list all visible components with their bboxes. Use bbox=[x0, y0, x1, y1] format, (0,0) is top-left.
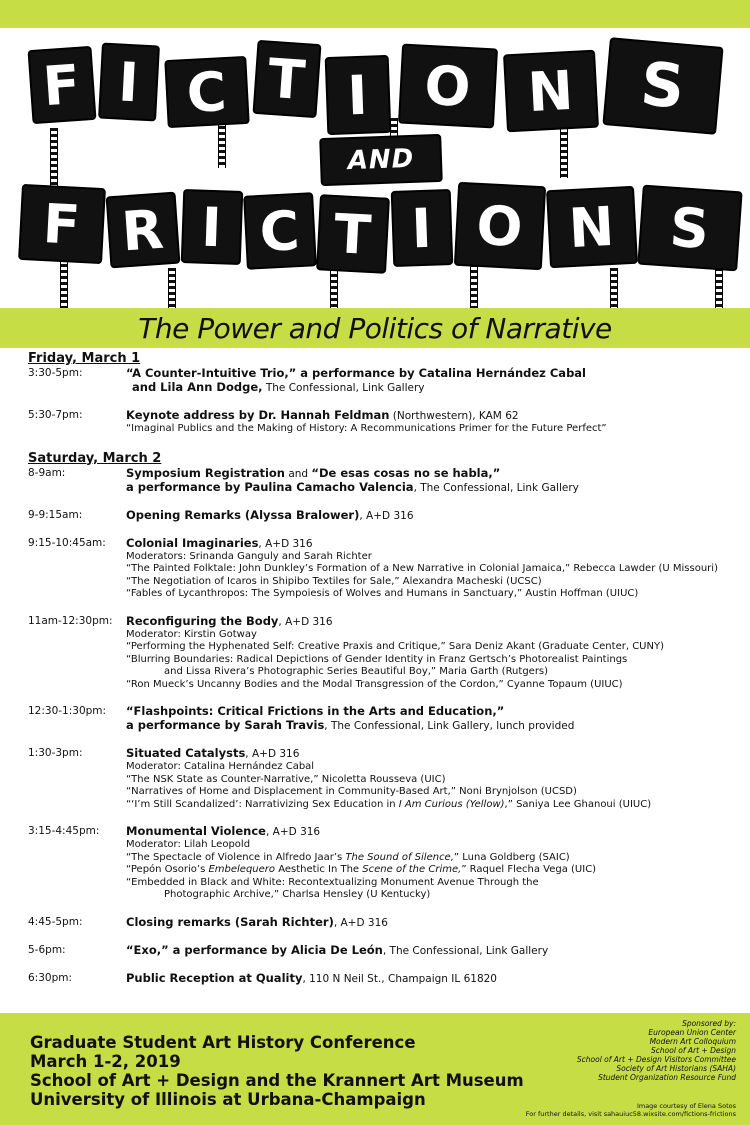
title-letter-sign: O bbox=[454, 182, 546, 270]
work-title: Scene of the Crime, bbox=[362, 864, 462, 875]
schedule-item bbox=[28, 972, 728, 986]
schedule-item bbox=[28, 509, 728, 523]
title-letter-sign: I bbox=[391, 189, 454, 267]
time: 9-9:15am: bbox=[28, 508, 83, 521]
time: 5:30-7pm: bbox=[28, 409, 83, 421]
event-title: a performance by Sarah Travis bbox=[126, 718, 325, 732]
talk-text: ” Raquel Flecha Vega (UIC) bbox=[461, 864, 597, 875]
talk-title: “Blurring Boundaries: Radical Depictions of Gender Identity in Franz Gertsch’s Photorealist Paintings bbox=[126, 653, 628, 665]
talk-title: “Imaginal Publics and the Making of History: A Recommunications Primer for the Future Perfect” bbox=[126, 423, 607, 434]
schedule-item bbox=[28, 944, 728, 958]
event-location: , 110 N Neil St., Champaign IL 61820 bbox=[302, 972, 497, 985]
friday-heading: Friday, March 1 bbox=[28, 351, 141, 366]
time: 4:45-5pm: bbox=[28, 915, 83, 928]
talk-text: ” Luna Goldberg (SAIC) bbox=[453, 851, 570, 863]
event-title: Public Reception at Quality bbox=[126, 970, 303, 985]
title-letter-sign: I bbox=[98, 43, 160, 122]
moderator: Moderator: Kirstin Gotway bbox=[126, 628, 257, 640]
schedule-item bbox=[28, 615, 728, 692]
event-location: , A+D 316 bbox=[258, 537, 313, 550]
work-title: I Am Curious (Yellow) bbox=[398, 798, 505, 810]
event-location: , A+D 316 bbox=[333, 916, 388, 929]
title-letter-sign: O bbox=[398, 44, 498, 129]
talk-text: “‘I’m Still Scandalized’: Narrativizing Sex Education in bbox=[126, 798, 399, 810]
time: 5-6pm: bbox=[28, 943, 66, 956]
footer bbox=[0, 1013, 750, 1125]
title-letter-sign: T bbox=[316, 194, 390, 274]
title-illustration bbox=[0, 28, 750, 308]
event-title: Keynote address by Dr. Hannah Feldman bbox=[126, 408, 390, 422]
talk-title: “Fables of Lycanthropos: The Sympoiesis of Wolves and Humans in Sanctuary,” Austin Hoffman (UIUC) bbox=[126, 588, 639, 599]
sponsor: Student Organization Resource Fund bbox=[598, 1073, 736, 1082]
event-location: , A+D 316 bbox=[359, 509, 414, 522]
schedule-item bbox=[28, 367, 728, 395]
conference-university: University of Illinois at Urbana-Champaign bbox=[30, 1090, 426, 1109]
schedule-item bbox=[28, 537, 728, 601]
saturday-heading: Saturday, March 2 bbox=[28, 450, 162, 466]
image-credit: Image courtesy of Elena Sotos bbox=[636, 1102, 736, 1110]
top-accent-bar bbox=[0, 0, 750, 28]
event-location: The Confessional, Link Gallery bbox=[262, 382, 425, 394]
sponsors bbox=[577, 1019, 736, 1082]
credits bbox=[526, 1102, 736, 1118]
sponsor: School of Art + Design Visitors Committee bbox=[576, 1055, 736, 1064]
talk-title bbox=[126, 799, 728, 812]
event-title: “A Counter-Intuitive Trio,” a performance by Catalina Hernández Cabal bbox=[126, 366, 586, 380]
title-letter-sign: C bbox=[164, 56, 249, 128]
sponsor: School of Art + Design bbox=[651, 1046, 736, 1055]
talk-title: “Performing the Hyphenated Self: Creative Praxis and Critique,” Sara Deniz Akant (Graduate Center, CUNY) bbox=[126, 641, 664, 652]
event-location: (Northwestern), KAM 62 bbox=[389, 410, 519, 422]
talk-text: “The Spectacle of Violence in Alfredo Jaar’s bbox=[126, 851, 346, 863]
sign-post bbox=[715, 268, 723, 308]
time: 12:30-1:30pm: bbox=[28, 705, 107, 717]
subtitle-band bbox=[0, 308, 750, 348]
title-letter-sign: S bbox=[637, 185, 742, 272]
session-title: Situated Catalysts bbox=[126, 746, 246, 760]
talk-title bbox=[126, 852, 728, 865]
title-and-sign: AND bbox=[319, 134, 443, 186]
sign-post bbox=[330, 268, 338, 308]
event-location: , A+D 316 bbox=[278, 615, 333, 628]
talk-title: “The Negotiation of Icaros in Shipibo Textiles for Sale,” Alexandra Macheski (UCSC) bbox=[126, 575, 542, 587]
time: 3:30-5pm: bbox=[28, 367, 83, 379]
sign-post bbox=[168, 268, 176, 308]
session-title: Monumental Violence bbox=[126, 824, 266, 838]
connector: and bbox=[284, 467, 312, 480]
event-title: “Flashpoints: Critical Frictions in the Arts and Education,” bbox=[126, 704, 505, 718]
talk-text: “Pepón Osorio’s bbox=[126, 864, 209, 875]
event-location: , A+D 316 bbox=[245, 748, 300, 760]
title-letter-sign: C bbox=[243, 192, 317, 270]
talk-title: “Embedded in Black and White: Recontextualizing Monument Avenue Through the bbox=[126, 876, 539, 888]
time: 11am-12:30pm: bbox=[28, 614, 113, 627]
time: 8-9am: bbox=[28, 466, 66, 479]
time: 6:30pm: bbox=[28, 971, 73, 984]
details-link[interactable]: For further details, visit sahauiuc58.wixsite.com/fictions-frictions bbox=[525, 1110, 736, 1118]
title-letter-sign: N bbox=[503, 50, 599, 133]
moderator: Moderator: Lilah Leopold bbox=[126, 839, 251, 850]
title-letter-sign: R bbox=[106, 192, 181, 269]
schedule-item bbox=[28, 409, 728, 436]
schedule-item bbox=[28, 825, 728, 902]
subtitle: The Power and Politics of Narrative bbox=[138, 311, 612, 345]
event-title: “Exo,” a performance by Alicia De León bbox=[126, 942, 383, 957]
schedule-item bbox=[28, 467, 728, 495]
title-letter-sign: I bbox=[325, 55, 392, 135]
talk-title: Photographic Archive,” Charlsa Hensley (U Kentucky) bbox=[164, 889, 431, 900]
schedule-item bbox=[28, 705, 728, 733]
moderator: Moderators: Srinanda Ganguly and Sarah Richter bbox=[126, 550, 372, 562]
conference-host: School of Art + Design and the Krannert Art Museum bbox=[30, 1071, 524, 1090]
time: 3:15-4:45pm: bbox=[28, 825, 100, 837]
title-letter-sign: T bbox=[252, 40, 321, 118]
event-title: and Lila Ann Dodge, bbox=[132, 380, 263, 394]
title-letter-sign: I bbox=[181, 189, 244, 265]
conference-dates: March 1-2, 2019 bbox=[30, 1052, 181, 1071]
talk-title: “Ron Mueck’s Uncanny Bodies and the Modal Transgression of the Cordon,” Cyanne Topaum (UIUC) bbox=[126, 678, 623, 690]
work-title: Embelequero bbox=[208, 864, 276, 875]
title-letter-sign: S bbox=[602, 37, 723, 135]
title-letter-sign: N bbox=[546, 186, 638, 268]
event-title: Closing remarks (Sarah Richter) bbox=[126, 914, 334, 929]
session-title: Colonial Imaginaries bbox=[126, 535, 259, 550]
time: 1:30-3pm: bbox=[28, 747, 83, 759]
sign-post bbox=[60, 258, 68, 308]
sponsors-heading: Sponsored by: bbox=[682, 1019, 736, 1028]
talk-text: Aesthetic In The bbox=[275, 864, 363, 875]
schedule-item bbox=[28, 747, 728, 811]
talk-title bbox=[126, 864, 728, 877]
time: 9:15-10:45am: bbox=[28, 536, 106, 549]
talk-title: and Lissa Rivera’s Photographic Series Beautiful Boy,” Maria Garth (Rutgers) bbox=[164, 666, 549, 677]
sponsor: Modern Art Colloquium bbox=[649, 1037, 736, 1046]
event-location: , A+D 316 bbox=[265, 826, 321, 838]
talk-title: “The NSK State as Counter-Narrative,” Nicoletta Rousseva (UIC) bbox=[126, 773, 446, 785]
event-location: , The Confessional, Link Gallery, lunch provided bbox=[324, 720, 575, 732]
event-title: Symposium Registration bbox=[126, 465, 285, 480]
schedule bbox=[28, 352, 728, 986]
conference-info bbox=[30, 1033, 524, 1109]
sign-post bbox=[610, 268, 618, 308]
work-title: The Sound of Silence, bbox=[345, 851, 454, 863]
event-location: , The Confessional, Link Gallery bbox=[413, 481, 579, 494]
sponsor: European Union Center bbox=[648, 1028, 736, 1037]
conference-name: Graduate Student Art History Conference bbox=[30, 1033, 416, 1052]
talk-title: “Narratives of Home and Displacement in Community-Based Art,” Noni Brynjolson (UCSD) bbox=[126, 786, 577, 797]
title-letter-sign: F bbox=[18, 184, 106, 264]
talk-text: ,” Saniya Lee Ghanoui (UIUC) bbox=[504, 798, 652, 810]
talk-title: “The Painted Folktale: John Dunkley’s Formation of a New Narrative in Colonial Jamaica,” Rebecca Lawder (U Missouri) bbox=[126, 563, 718, 574]
schedule-item bbox=[28, 916, 728, 930]
event-title: Opening Remarks (Alyssa Bralower) bbox=[126, 507, 360, 522]
moderator: Moderator: Catalina Hernández Cabal bbox=[126, 761, 315, 772]
sign-post bbox=[50, 128, 58, 188]
session-title: Reconfiguring the Body bbox=[126, 613, 279, 628]
event-location: , The Confessional, Link Gallery bbox=[382, 944, 549, 957]
title-letter-sign: F bbox=[27, 46, 96, 124]
event-title: “De esas cosas no se habla,” bbox=[311, 465, 501, 480]
sponsor: Society of Art Historians (SAHA) bbox=[616, 1064, 736, 1073]
event-title: a performance by Paulina Camacho Valencia bbox=[126, 479, 414, 494]
